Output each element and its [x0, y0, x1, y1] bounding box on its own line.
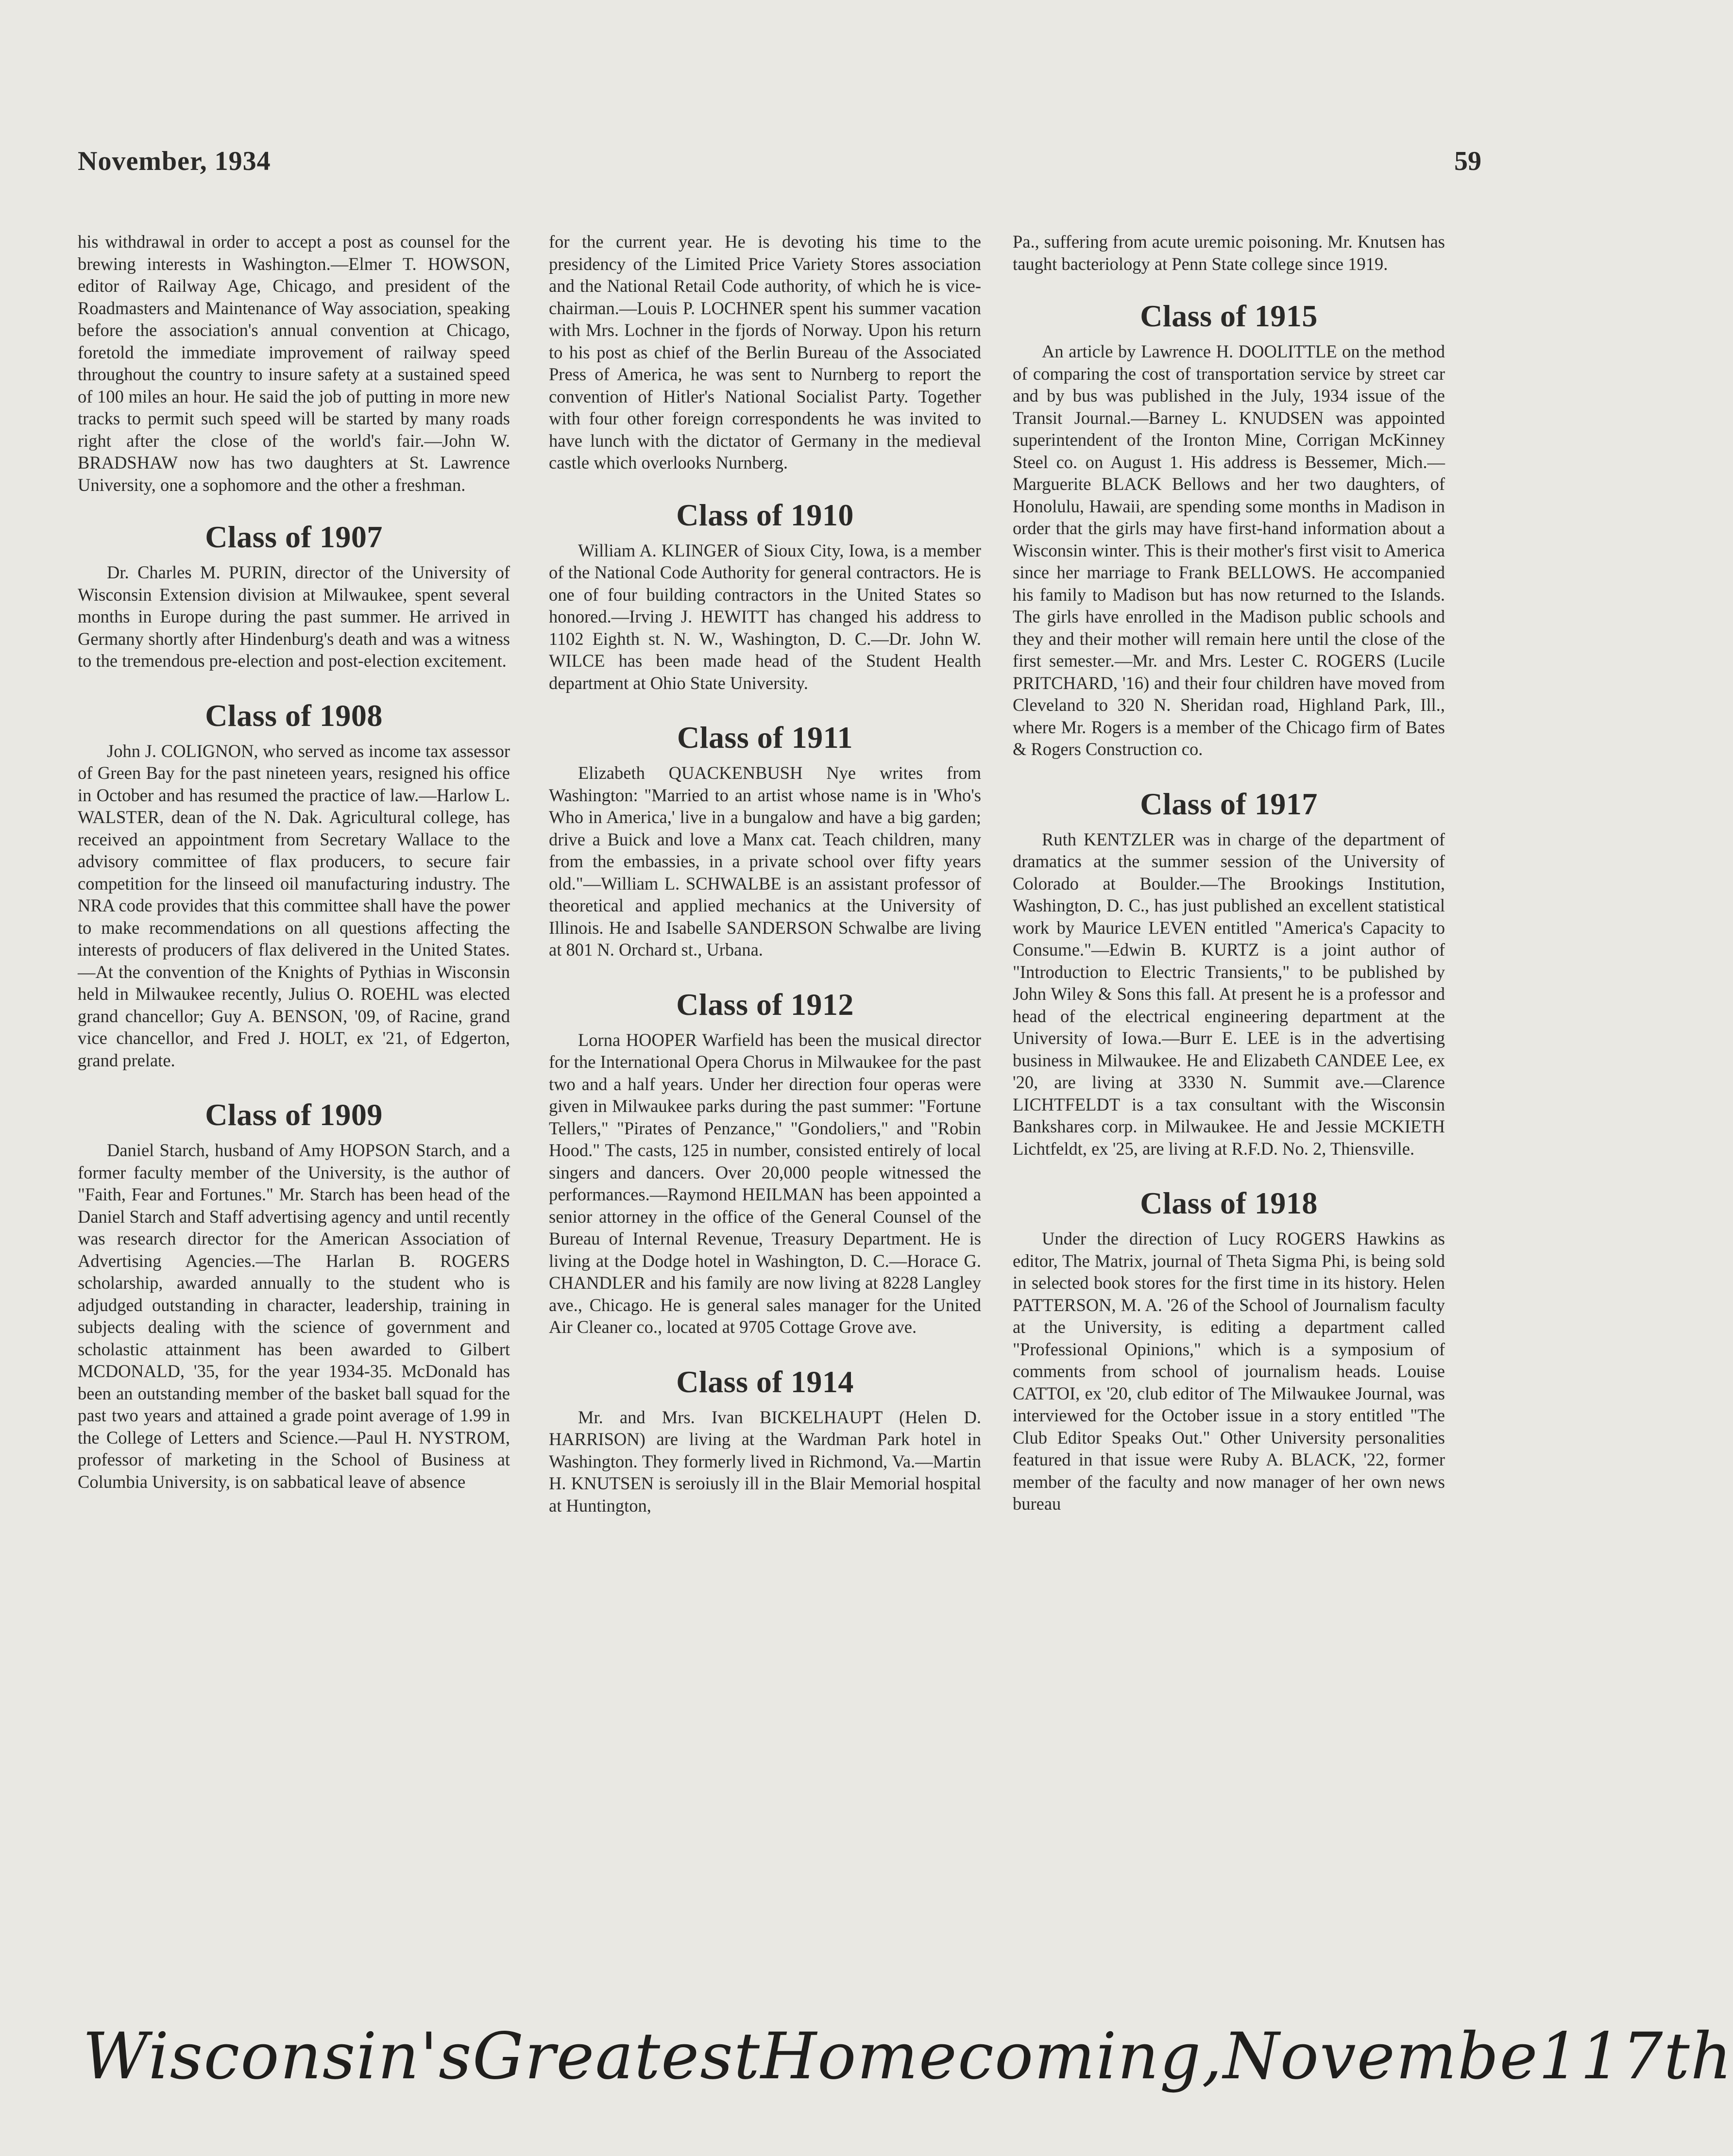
class-heading-1909: Class of 1909: [205, 1097, 383, 1132]
article-columns: [78, 231, 1452, 1979]
page-number: 59: [1454, 146, 1481, 176]
column-1: [78, 231, 510, 1979]
column-2: [549, 231, 981, 1979]
banner-word: Greatest: [472, 2019, 761, 2094]
banner-word: Homecoming,: [761, 2019, 1223, 2094]
issue-date: November, 1934: [78, 146, 271, 176]
continued-paragraph: Pa., suffering from acute uremic poisoning. Mr. Knutsen has taught bacteriology at Penn State college since 1919.: [1013, 232, 1445, 274]
continued-paragraph: his withdrawal in order to accept a post as counsel for the brewing interests in Washington.—Elmer T. HOWSON, editor of Railway Age, Chicago, and president of the Roadmasters and Maintenance of Way association, speaking before the association's annual convention at Chicago, foretold the immediate improvement of railway speed throughout the country to insure safety at a sustained speed of 100 miles an hour. He said the job of putting in more new tracks to permit such speed will be started by many roads right after the close of the world's fair.—John W. BRADSHAW now has two daughters at St. Lawrence University, one a sophomore and the other a freshman.: [78, 232, 510, 495]
banner-word: Wisconsin's: [83, 2019, 473, 2094]
class-1909-text: Daniel Starch, husband of Amy HOPSON Starch, and a former faculty member of the University, is the author of "Faith, Fear and Fortunes." Mr. Starch has been head of the Daniel Starch and Staff advertising agency and until recently was research director for the American Association of Advertising Agencies.—The Harlan B. ROGERS scholarship, awarded annually to the student who is adjudged outstanding in character, leadership, training in subjects dealing with the science of government and scholastic attainment has been awarded to Gilbert MCDONALD, '35, for the year 1934-35. McDonald has been an outstanding member of the basket ball squad for the past two years and attained a grade point average of 1.99 in the College of Letters and Science.—Paul H. NYSTROM, professor of marketing in the School of Business at Columbia University, is on sabbatical leave of absence: [78, 1140, 510, 1492]
class-heading-1917: Class of 1917: [1140, 786, 1318, 821]
class-heading-1911: Class of 1911: [677, 720, 853, 755]
class-heading-1908: Class of 1908: [205, 698, 383, 733]
banner-word: Novembe1: [1223, 2019, 1580, 2094]
class-heading-1914: Class of 1914: [676, 1364, 854, 1399]
banner-word: 17th: [1580, 2019, 1733, 2094]
class-heading-1915: Class of 1915: [1140, 299, 1318, 333]
class-heading-1910: Class of 1910: [676, 497, 854, 532]
class-heading-1907: Class of 1907: [205, 520, 383, 554]
class-1910-text: William A. KLINGER of Sioux City, Iowa, is a member of the National Code Authority for general contractors. He is one of four building contractors in the United States so honored.—Irving J. HEWITT has changed his address to 1102 Eighth st. N. W., Washington, D. C.—Dr. John W. WILCE has been made head of the Student Health department at Ohio State University.: [549, 540, 981, 693]
class-heading-1912: Class of 1912: [676, 987, 854, 1022]
class-1907-text: Dr. Charles M. PURIN, director of the University of Wisconsin Extension division at Milwaukee, spent several months in Europe during the past summer. He arrived in Germany shortly after Hindenburg's death and was a witness to the tremendous pre-election and post-election excitement.: [78, 562, 510, 671]
continued-paragraph: for the current year. He is devoting his time to the presidency of the Limited Price Variety Stores association and the National Retail Code authority, of which he is vice-chairman.—Louis P. LOCHNER spent his summer vacation with Mrs. Lochner in the fjords of Norway. Upon his return to his post as chief of the Berlin Bureau of the Associated Press of America, he was sent to Nurnberg to report the convention of Hitler's National Socialist Party. Together with four other foreign correspondents he was invited to have lunch with the dictator of Germany in the medieval castle which overlooks Nurnberg.: [549, 232, 981, 472]
homecoming-banner: [83, 2019, 1733, 2094]
class-1911-text: Elizabeth QUACKENBUSH Nye writes from Washington: "Married to an artist whose name is in 'Who's Who in America,' live in a bungalow and have a big garden; drive a Buick and love a Manx cat. Teach children, many from the embassies, in a private school over fifty years old."—William L. SCHWALBE is an assistant professor of theoretical and applied mechanics at the University of Illinois. He and Isabelle SANDERSON Schwalbe are living at 801 N. Orchard st., Urbana.: [549, 763, 981, 960]
class-1912-text: Lorna HOOPER Warfield has been the musical director for the International Opera Chorus in Milwaukee for the past two and a half years. Under her direction four operas were given in Milwaukee parks during the past summer: "Fortune Tellers," "Pirates of Penzance," "Gondoliers," and "Robin Hood." The casts, 125 in number, consisted entirely of local singers and dancers. Over 20,000 people witnessed the performances.—Raymond HEILMAN has been appointed a senior attorney in the office of the General Counsel of the Bureau of Internal Revenue, Treasury Department. He is living at the Dodge hotel in Washington, D. C.—Horace G. CHANDLER and his family are now living at 8228 Langley ave., Chicago. He is general sales manager for the United Air Cleaner co., located at 9705 Cottage Grove ave.: [549, 1029, 981, 1337]
class-1915-text: An article by Lawrence H. DOOLITTLE on the method of comparing the cost of transportation service by street car and by bus was published in the July, 1934 issue of the Transit Journal.—Barney L. KNUDSEN was appointed superintendent of the Ironton Mine, Corrigan McKinney Steel co. on August 1. His address is Bessemer, Mich.—Marguerite BLACK Bellows and her two daughters, of Honolulu, Hawaii, are spending some months in Madison in order that the girls may have first-hand information about a Wisconsin winter. This is their mother's first visit to America since her marriage to Frank BELLOWS. He accompanied his family to Madison but has now returned to the Islands. The girls have enrolled in the Madison public schools and they and their mother will remain here until the close of the first semester.—Mr. and Mrs. Lester C. ROGERS (Lucile PRITCHARD, '16) and their four children have moved from Cleveland to 320 N. Sheridan road, Highland Park, Ill., where Mr. Rogers is a member of the Chicago firm of Bates & Rogers Construction co.: [1013, 341, 1445, 759]
class-1917-text: Ruth KENTZLER was in charge of the department of dramatics at the summer session of the University of Colorado at Boulder.—The Brookings Institution, Washington, D. C., has just published an excellent statistical work by Maurice LEVEN entitled "America's Capacity to Consume."—Edwin B. KURTZ is a joint author of "Introduction to Electric Transients," to be published by John Wiley & Sons this fall. At present he is a professor and head of the electrical engineering department at the University of Iowa.—Burr E. LEE is in the advertising business in Milwaukee. He and Elizabeth CANDEE Lee, ex '20, are living at 3330 N. Summit ave.—Clarence LICHTFELDT is a tax consultant with the Wisconsin Bankshares corp. in Milwaukee. He and Jessie MCKIETH Lichtfeldt, ex '25, are living at R.F.D. No. 2, Thiensville.: [1013, 829, 1445, 1159]
class-1918-text: Under the direction of Lucy ROGERS Hawkins as editor, The Matrix, journal of Theta Sigma Phi, is being sold in selected book stores for the first time in its history. Helen PATTERSON, M. A. '26 of the School of Journalism faculty at the University, is editing a department called "Professional Opinions," which is a symposium of comments from school of journalism heads. Louise CATTOI, ex '20, club editor of The Milwaukee Journal, was interviewed for the October issue in a story entitled "The Club Editor Speaks Out." Other University personalities featured in that issue were Ruby A. BLACK, '22, former member of the faculty and now manager of her own news bureau: [1013, 1229, 1445, 1514]
class-1914-text: Mr. and Mrs. Ivan BICKELHAUPT (Helen D. HARRISON) are living at the Wardman Park hotel in Washington. They formerly lived in Richmond, Va.—Martin H. KNUTSEN is seroiusly ill in the Blair Memorial hospital at Huntington,: [549, 1407, 981, 1516]
column-3: [1013, 231, 1445, 1979]
class-heading-1918: Class of 1918: [1140, 1186, 1318, 1220]
class-1908-text: John J. COLIGNON, who served as income tax assessor of Green Bay for the past nineteen years, resigned his office in October and has resumed the practice of law.—Harlow L. WALSTER, dean of the N. Dak. Agricultural college, has received an appointment from Secretary Wallace to the advisory committee of flax producers, to secure fair competition for the linseed oil manufacturing industry. The NRA code provides that this committee shall have the power to make recommendations on all questions affecting the interests of producers of flax delivered in the United States.—At the convention of the Knights of Pythias in Wisconsin held in Milwaukee recently, Julius O. ROEHL was elected grand chancellor; Guy A. BENSON, '09, of Racine, grand vice chancellor, and Fred J. HOLT, ex '21, of Edgerton, grand prelate.: [78, 741, 510, 1070]
page-header: [73, 146, 1481, 189]
